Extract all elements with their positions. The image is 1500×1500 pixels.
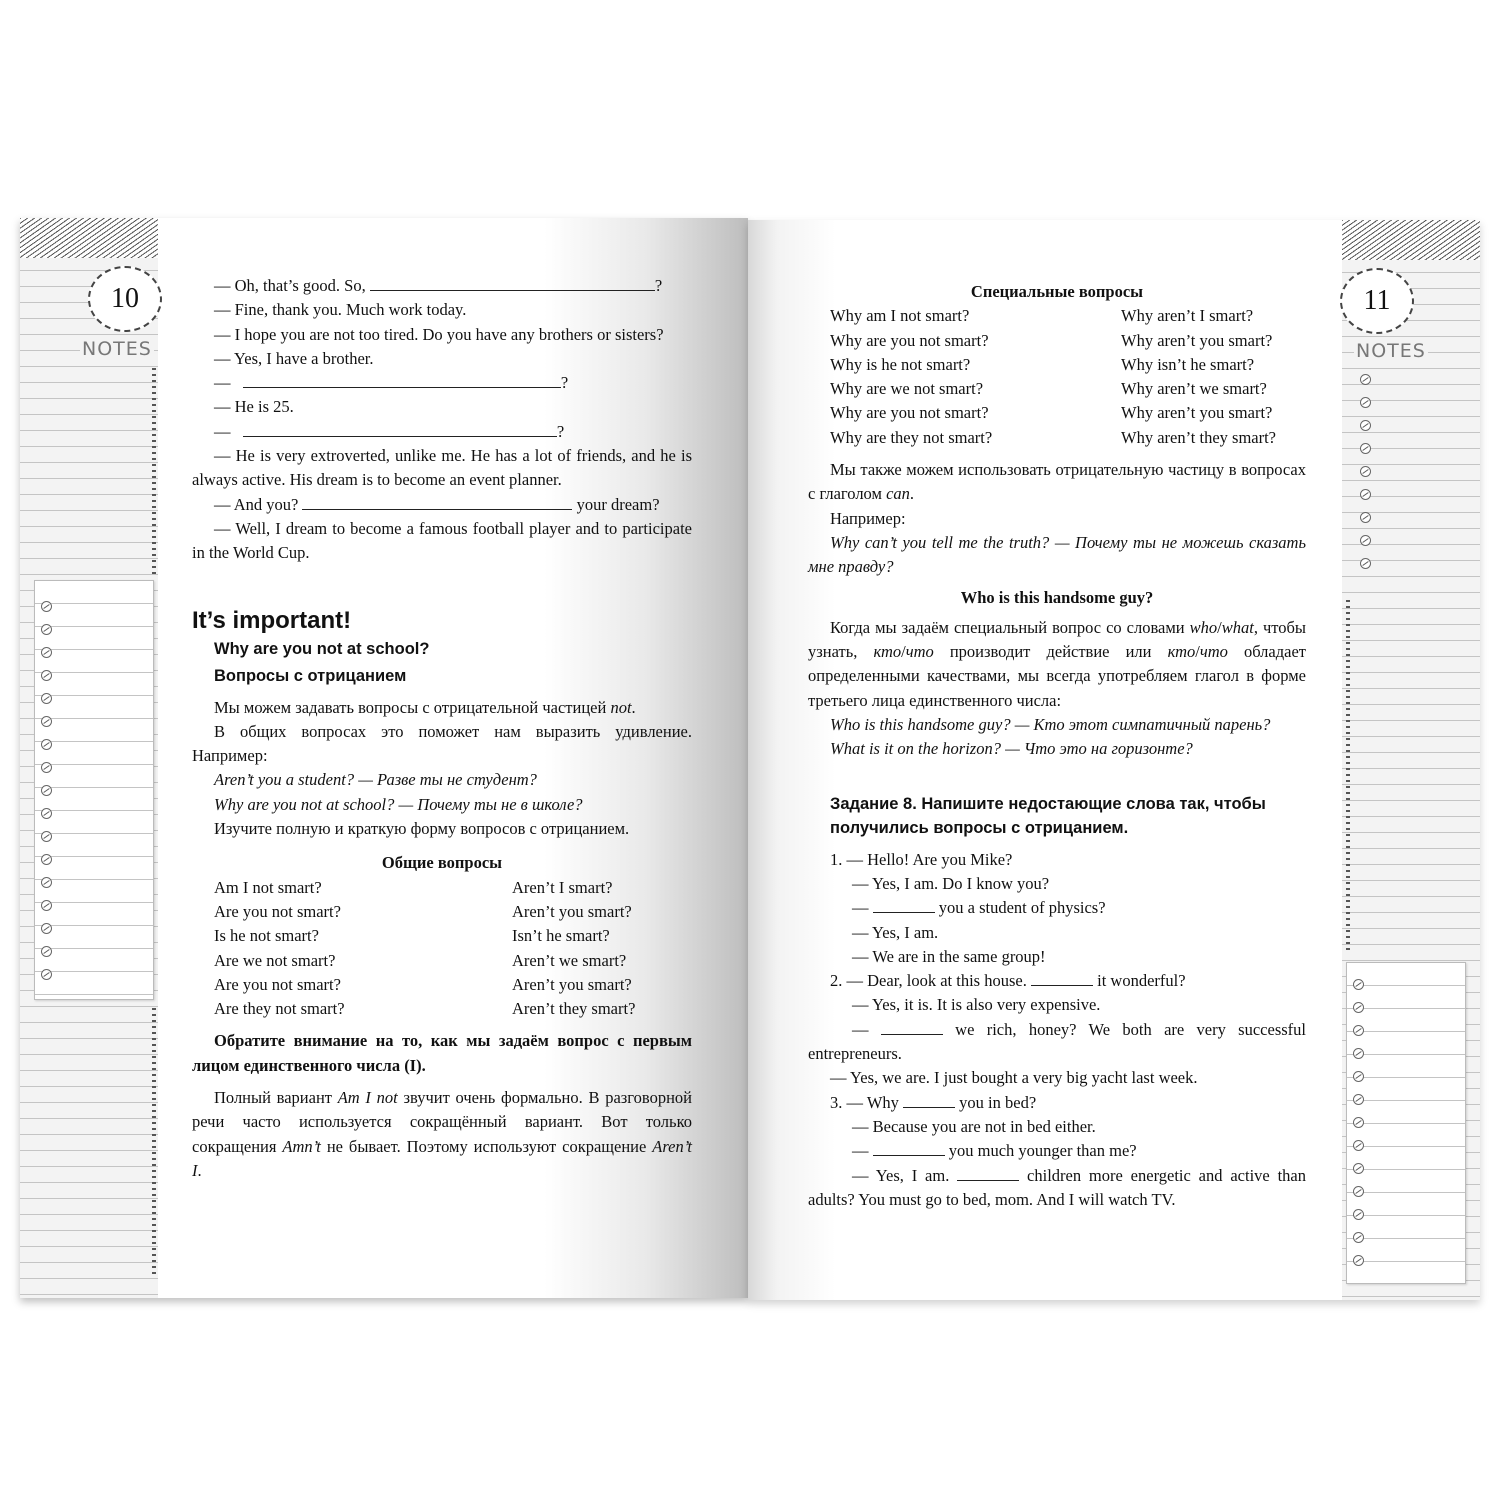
question-short: Why aren’t we smart? [1121, 379, 1267, 399]
task-line: — you a student of physics? [852, 898, 1106, 918]
attention-note: Обратите внимание на то, как мы задаём вопрос с первым лицом единственного числа (I). [192, 1031, 692, 1075]
page-number: 10 [111, 283, 139, 314]
ring-icon [41, 624, 52, 635]
ring-icon [41, 693, 52, 704]
question-full: Why are you not smart? [830, 403, 989, 423]
special-questions-table [830, 304, 1306, 450]
dialog-line: — I hope you are not too tired. Do you have any brothers or sisters? [214, 324, 664, 344]
ring-icon [1360, 489, 1371, 500]
dialog-line: — Well, I dream to become a famous football player and to participate in the World Cup. [192, 518, 692, 563]
ring-icon [41, 923, 52, 934]
special-questions-title: Специальные вопросы [970, 282, 1144, 301]
question-short: Isn’t he smart? [512, 926, 610, 946]
task-line: — Yes, I am. [852, 922, 939, 942]
dialog-line: — Oh, that’s good. So, ? [214, 276, 663, 295]
question-full: Why are they not smart? [830, 427, 993, 447]
question-short: Why isn’t he smart? [1121, 354, 1255, 374]
page-number: 11 [1363, 285, 1391, 316]
dialog-line: — ? [214, 421, 565, 441]
who-title: Who is this handsome guy? [960, 587, 1154, 607]
ring-icon [1353, 979, 1364, 990]
ring-icon [1353, 1255, 1364, 1266]
ring-icon [1353, 1186, 1364, 1197]
answer-blank[interactable] [243, 373, 561, 388]
question-full: Why are we not smart? [830, 379, 984, 399]
dialog-line: — He is 25. [214, 397, 294, 417]
notes-label: NOTES [1356, 340, 1426, 362]
ring-icon [1353, 1002, 1364, 1013]
paragraph: Изучите полную и краткую форму вопросов с отрицанием. [214, 819, 630, 839]
dialog-line: — Fine, thank you. Much work today. [214, 300, 467, 320]
answer-blank[interactable] [873, 1141, 945, 1156]
ring-icon [1353, 1117, 1364, 1128]
note-card [1346, 962, 1466, 1284]
ring-icon [1360, 512, 1371, 523]
task-line: — Yes, I am. Do I know you? [852, 873, 1050, 893]
paragraph: Когда мы задаём специальный вопрос со словами who/what, чтобы узнать, кто/что производит действие или кто/что обладает определенными качествами, мы всегда употребляем глагол в форме третьего лица единственного числа: [808, 617, 1306, 710]
example-line: What is it on the horizon? — Что это на горизонте? [830, 739, 1193, 759]
ring-icon [1353, 1094, 1364, 1105]
task-line: — Yes, I am. children more energetic and active than adults? You must go to bed, mom. And I will watch TV. [808, 1165, 1306, 1209]
hatch-decoration [1342, 220, 1480, 260]
task-line: — we rich, honey? We both are very successful entrepreneurs. [808, 1019, 1306, 1064]
ring-icon [41, 762, 52, 773]
dialog-line: — Yes, I have a brother. [214, 348, 374, 368]
right-notes-margin [1342, 220, 1480, 1300]
task-line: — Because you are not in bed either. [852, 1116, 1096, 1136]
ring-icon [1360, 397, 1371, 408]
task-line: 1. — Hello! Are you Mike? [830, 849, 1013, 869]
ring-icon [1353, 1140, 1364, 1151]
question-short: Aren’t you smart? [512, 974, 632, 994]
note-card [34, 580, 154, 1000]
scribble-decoration [152, 368, 156, 578]
ring-icon [41, 877, 52, 888]
left-page-text [192, 274, 692, 1183]
question-short: Why aren’t you smart? [1121, 330, 1273, 350]
ring-icon [1353, 1232, 1364, 1243]
ring-icon [1353, 1025, 1364, 1036]
ring-icon [1360, 443, 1371, 454]
question-full: Why am I not smart? [830, 306, 970, 326]
notes-label: NOTES [82, 338, 152, 360]
ring-icon [41, 785, 52, 796]
question-full: Why are you not smart? [830, 330, 989, 350]
question-full: Why is he not smart? [830, 354, 971, 374]
question-full: Are we not smart? [214, 950, 336, 970]
ring-icon [41, 900, 52, 911]
ring-icon [41, 831, 52, 842]
task-line: — you much younger than me? [852, 1141, 1137, 1161]
answer-blank[interactable] [957, 1166, 1019, 1181]
right-page-text [808, 280, 1306, 1212]
ring-icon [1353, 1209, 1364, 1220]
paragraph: Мы также можем использовать отрицательную частицу в вопросах с глаголом can. [808, 460, 1306, 504]
general-questions-title: Общие вопросы [381, 853, 503, 873]
example-line: Aren’t you a student? — Разве ты не студент? [214, 770, 537, 790]
question-short: Aren’t I smart? [512, 877, 613, 897]
hatch-decoration [20, 218, 158, 258]
open-book [20, 212, 1480, 1297]
ring-icon [1360, 558, 1371, 569]
question-full: Are you not smart? [214, 901, 341, 921]
paragraph: Полный вариант Am I not звучит очень формально. В разговорной речи часто используется сокращённый вариант. Вот только сокращения Amn’t не бывает. Поэтому используют сокращение Aren’t I. [192, 1088, 692, 1180]
question-full: Are they not smart? [214, 999, 345, 1019]
right-page [748, 220, 1480, 1300]
ring-icon [41, 854, 52, 865]
answer-blank[interactable] [903, 1093, 955, 1108]
example-line: Why can’t you tell me the truth? — Почему ты не можешь сказать мне правду? [808, 532, 1306, 577]
ring-icon [41, 601, 52, 612]
important-subheading: Вопросы с отрицанием [214, 666, 407, 685]
ring-icon [41, 969, 52, 980]
answer-blank[interactable] [243, 422, 557, 437]
ring-icon [41, 647, 52, 658]
answer-blank[interactable] [302, 495, 572, 510]
ring-icon [1353, 1048, 1364, 1059]
ring-icon [1360, 420, 1371, 431]
scribble-decoration [1346, 600, 1350, 950]
task-line: 3. — Why you in bed? [830, 1092, 1037, 1112]
question-short: Why aren’t I smart? [1121, 306, 1254, 326]
task-line: — Yes, it is. It is also very expensive. [852, 995, 1101, 1015]
ring-icon [41, 739, 52, 750]
question-full: Am I not smart? [214, 877, 322, 897]
ring-icon [41, 946, 52, 957]
page-number-badge [88, 266, 162, 332]
answer-blank[interactable] [881, 1020, 943, 1035]
task-line: 2. — Dear, look at this house. it wonderful? [830, 971, 1186, 991]
answer-blank[interactable] [370, 276, 655, 291]
ring-icon [41, 808, 52, 819]
ring-icon [1353, 1163, 1364, 1174]
paragraph: В общих вопросах это поможет нам выразить удивление. Например: [192, 721, 692, 766]
general-questions-table [214, 876, 692, 1022]
ring-icon [1360, 466, 1371, 477]
ring-icon [1360, 374, 1371, 385]
question-short: Aren’t you smart? [512, 901, 632, 921]
task-title: Задание 8. Напишите недостающие слова так, чтобы получились вопросы с отрицанием. [830, 794, 1266, 837]
question-full: Are you not smart? [214, 974, 341, 994]
page-number-badge [1340, 268, 1414, 334]
paragraph: Мы можем задавать вопросы с отрицательной частицей not. [214, 697, 636, 717]
dialog-line: — And you? your dream? [214, 494, 660, 514]
question-short: Why aren’t you smart? [1121, 403, 1273, 423]
example-line: Who is this handsome guy? — Кто этот симпатичный парень? [830, 715, 1271, 735]
ring-icon [1360, 535, 1371, 546]
dialog-line: — ? [214, 373, 569, 393]
ring-icon [41, 670, 52, 681]
question-full: Is he not smart? [214, 926, 319, 946]
answer-blank[interactable] [1031, 971, 1093, 986]
question-short: Why aren’t they smart? [1121, 427, 1277, 447]
question-short: Aren’t we smart? [512, 950, 627, 970]
answer-blank[interactable] [873, 898, 935, 913]
scribble-decoration [152, 1008, 156, 1278]
question-short: Aren’t they smart? [512, 999, 636, 1019]
task-line: — We are in the same group! [852, 946, 1046, 966]
ring-icon [1353, 1071, 1364, 1082]
left-notes-margin [20, 218, 158, 1298]
example-line: Why are you not at school? — Почему ты не в школе? [214, 794, 583, 814]
paragraph: Например: [830, 508, 906, 528]
task-line: — Yes, we are. I just bought a very big yacht last week. [830, 1068, 1198, 1088]
left-page [20, 218, 748, 1298]
important-subheading: Why are you not at school? [214, 639, 430, 658]
dialog-line: — He is very extroverted, unlike me. He has a lot of friends, and he is always active. His dream is to become an event planner. [192, 446, 692, 490]
important-heading: It’s important! [192, 606, 352, 634]
ring-icon [41, 716, 52, 727]
